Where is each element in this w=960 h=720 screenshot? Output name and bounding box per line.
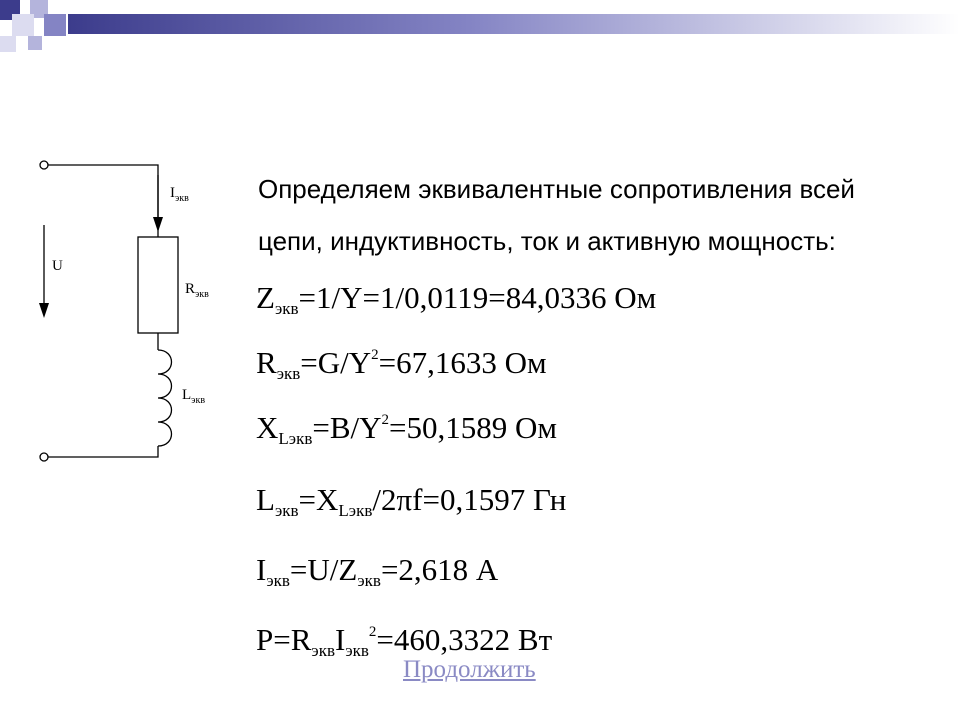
formula-impedance: $Z_{экв}=1/Y=1/0,0119=84,0336$ Ом [256, 280, 657, 318]
formula-inductance: $L_{экв}=X_{Lэкв}/2\pi f=0,1597$ Гн [256, 482, 567, 520]
formula-reactance: $X_{Lэкв}=B/Y^2=50,1589$ Ом [256, 410, 558, 448]
resistor-label: $R_{экв}$ [185, 281, 209, 300]
formula-power: $P=R_{экв}I_{экв}^2=460,3322$ Вт [256, 622, 553, 660]
inductor [158, 350, 172, 446]
top-wire [48, 165, 158, 237]
current-arrow-head [153, 217, 163, 232]
continue-link[interactable]: Продолжить [403, 656, 536, 683]
formula-current: $I_{экв}=U/Z_{экв}=2,618$ А [256, 552, 499, 590]
voltage-arrow-head [39, 303, 49, 318]
voltage-label: U [52, 258, 63, 274]
intro-line-2: цепи, индуктивность, ток и активную мощность: [258, 226, 836, 256]
top-terminal [40, 161, 48, 169]
circuit-diagram [0, 0, 240, 480]
formula-resistance: $R_{экв}=G/Y^2=67,1633$ Ом [256, 345, 547, 383]
bottom-terminal [40, 453, 48, 461]
resistor [138, 237, 178, 333]
bottom-wire [48, 446, 158, 457]
intro-line-1: Определяем эквивалентные сопротивления всей [258, 174, 855, 204]
inductor-label: $L_{экв}$ [182, 387, 206, 406]
current-label: $I_{экв}$ [170, 185, 189, 204]
